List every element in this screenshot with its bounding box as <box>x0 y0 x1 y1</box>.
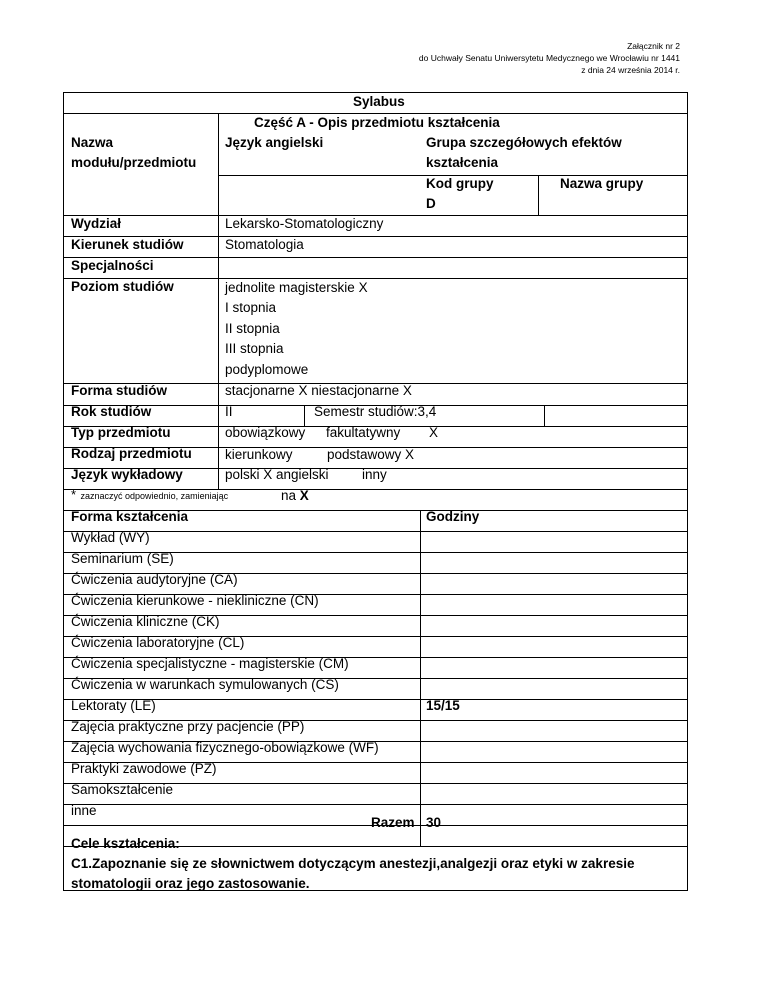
hours-row-name: Wykład (WY) <box>71 530 150 545</box>
specialty-label: Specjalności <box>71 258 154 273</box>
total-value: 30 <box>426 815 442 830</box>
form-label: Forma studiów <box>71 383 168 398</box>
module-value: Język angielski <box>225 135 324 150</box>
kind-label: Rodzaj przedmiotu <box>71 446 192 461</box>
kind-basic: podstawowy X <box>327 447 415 462</box>
year-label: Rok studiów <box>71 404 152 419</box>
group-title-line1: Grupa szczegółowych efektów <box>426 135 622 150</box>
attachment-line-1: Załącznik nr 2 <box>627 41 680 51</box>
year-value: II <box>225 404 233 419</box>
syllabus-subtitle: Część A - Opis przedmiotu kształcenia <box>254 115 500 130</box>
attachment-line-2: do Uchwały Senatu Uniwersytetu Medycznego we Wrocławiu nr 1441 <box>418 53 680 63</box>
hours-header-hours: Godziny <box>426 509 480 524</box>
note-text: zaznaczyć odpowiednio, zamieniając <box>80 491 229 501</box>
attachment-line-3: z dnia 24 września 2014 r. <box>581 65 680 75</box>
type-obligatory: obowiązkowy <box>225 425 306 440</box>
note-row <box>71 486 228 506</box>
type-mark: X <box>429 425 439 440</box>
level-option-5: podyplomowe <box>225 362 309 377</box>
level-option-4: III stopnia <box>225 341 284 356</box>
hours-row-name: Seminarium (SE) <box>71 551 174 566</box>
hours-row-name: Ćwiczenia w warunkach symulowanych (CS) <box>71 677 339 692</box>
module-label-line1: Nazwa <box>71 135 114 150</box>
hours-row-name: Zajęcia praktyczne przy pacjencie (PP) <box>71 719 305 734</box>
hours-row-name: inne <box>71 803 97 818</box>
lang-polish: polski X angielski <box>225 467 329 482</box>
lang-label: Język wykładowy <box>71 467 183 482</box>
hours-header-form: Forma kształcenia <box>71 509 189 524</box>
faculty-value: Lekarsko-Stomatologiczny <box>225 216 384 231</box>
type-optional: fakultatywny <box>326 425 401 440</box>
hours-row-name: Lektoraty (LE) <box>71 698 156 713</box>
level-label: Poziom studiów <box>71 279 174 294</box>
level-option-1: jednolite magisterskie X <box>225 280 368 295</box>
lang-other: inny <box>362 467 387 482</box>
goals-line-1: C1.Zapoznanie się ze słownictwem dotyczącym anestezji,analgezji oraz etyki w zakresie <box>71 856 635 871</box>
group-title-line2: kształcenia <box>426 155 499 170</box>
note-na: na X <box>281 488 309 503</box>
group-code-value: D <box>426 196 436 211</box>
group-code-label: Kod grupy <box>426 176 494 191</box>
direction-label: Kierunek studiów <box>71 237 184 252</box>
hours-row-name: Samokształcenie <box>71 782 174 797</box>
hours-row-value: 15/15 <box>426 698 460 713</box>
goals-line-2: stomatologii oraz jego zastosowanie. <box>71 876 310 891</box>
goals-title: Cele kształcenia: <box>71 836 180 851</box>
module-label-line2: modułu/przedmiotu <box>71 155 197 170</box>
hours-row-name: Praktyki zawodowe (PZ) <box>71 761 217 776</box>
direction-value: Stomatologia <box>225 237 304 252</box>
semester-value: Semestr studiów:3,4 <box>314 404 437 419</box>
note-star: * <box>71 487 77 502</box>
hours-row-name: Ćwiczenia laboratoryjne (CL) <box>71 635 245 650</box>
hours-row-name: Ćwiczenia audytoryjne (CA) <box>71 572 238 587</box>
type-label: Typ przedmiotu <box>71 425 171 440</box>
syllabus-title: Sylabus <box>353 94 405 109</box>
attachment-header <box>419 40 680 76</box>
hours-row-name: Zajęcia wychowania fizycznego-obowiązkowe (WF) <box>71 740 379 755</box>
kind-directional: kierunkowy <box>225 447 293 462</box>
level-option-3: II stopnia <box>225 321 280 336</box>
group-name-label: Nazwa grupy <box>560 176 644 191</box>
total-label: Razem <box>371 815 415 830</box>
hours-row-name: Ćwiczenia specjalistyczne - magisterskie (CM) <box>71 656 349 671</box>
form-value: stacjonarne X niestacjonarne X <box>225 383 412 398</box>
hours-row-name: Ćwiczenia kierunkowe - niekliniczne (CN) <box>71 593 319 608</box>
hours-row-name: Ćwiczenia kliniczne (CK) <box>71 614 220 629</box>
level-option-2: I stopnia <box>225 300 277 315</box>
faculty-label: Wydział <box>71 216 122 231</box>
